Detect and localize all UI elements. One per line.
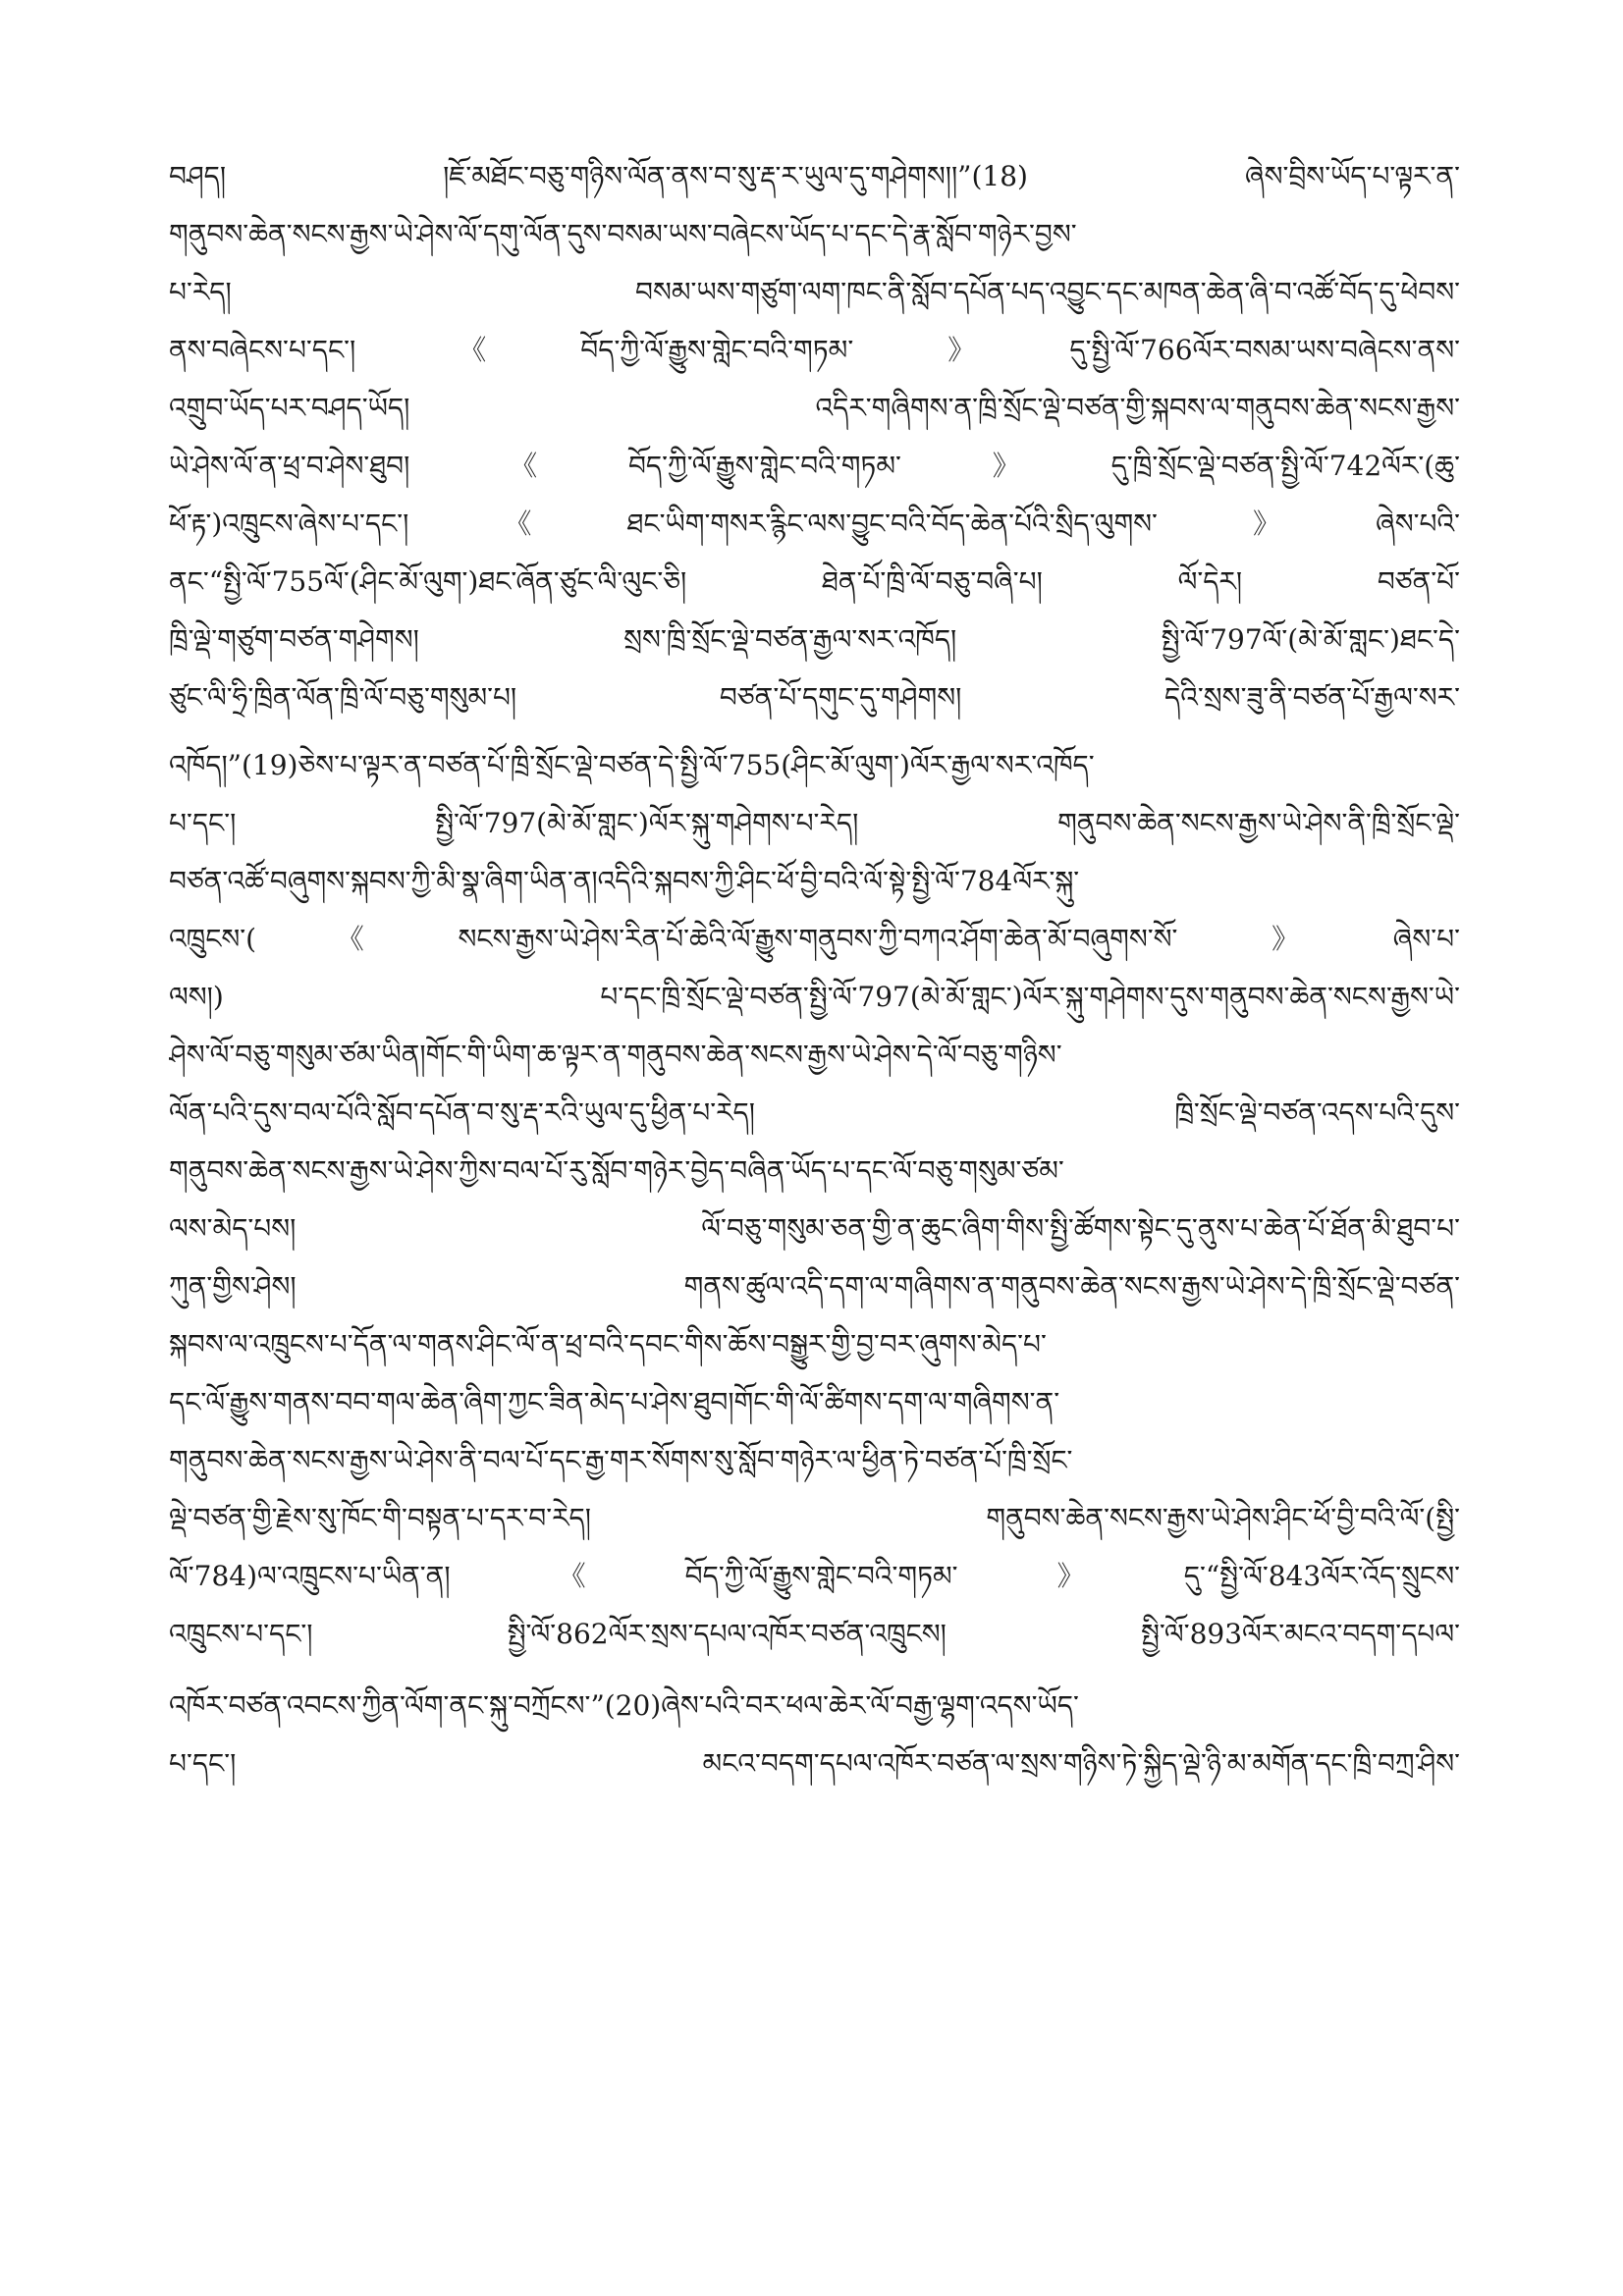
text-line: སྐབས་ལ་འཁྲུངས་པ་དོན་ལ་གནས་ཤིང་ལོ་ན་ཕྲ་བའི་དབང་གིས་ཆོས་བསྒྱུར་གྱི་བྱ་བར་ཞུགས་མེད་པ་	[169, 1328, 1047, 1361]
text-line: ལོ་784)ལ་འཁྲུངས་པ་ཡིན་ན། 《བོད་ཀྱི་ལོ་རྒྱུས་གླེང་བའི་གཏམ་》དུ་“སྤྱི་ལོ་843ལོར་འོད་སྲུངས་	[169, 1560, 1460, 1592]
text-line: ལས་མེད་པས། ལོ་བཅུ་གསུམ་ཅན་གྱི་ན་ཆུང་ཞིག་གིས་སྤྱི་ཚོགས་སྟེང་དུ་ནུས་པ་ཆེན་པོ་ཐོན་མི་ཐུབ་པ་	[169, 1212, 1460, 1245]
text-line: འཁྲུངས་(《སངས་རྒྱས་ཡེ་ཤེས་རིན་པོ་ཆེའི་ལོ་རྒྱུས་གནུབས་ཀྱི་བཀའ་ཤོག་ཆེན་མོ་བཞུགས་སོ་》ཞེས་པ་	[169, 923, 1460, 955]
text-line: འཁོད།”(19)ཅེས་པ་ལྟར་ན་བཙན་པོ་ཁྲི་སྲོང་ལྡེ་བཙན་དེ་སྤྱི་ལོ་755(ཤིང་མོ་ལུག་)ལོར་རྒྱལ་སར་འཁོད་	[169, 749, 1095, 781]
text-line: འགྲུབ་ཡོད་པར་བཤད་ཡོད། འདིར་གཞིགས་ན་ཁྲི་སྲོང་ལྡེ་བཙན་གྱི་སྐབས་ལ་གནུབས་ཆེན་སངས་རྒྱས་	[169, 392, 1460, 424]
text-line: པ་དང་། སྤྱི་ལོ་797(མེ་མོ་གླང་)ལོར་སྐུ་གཤེགས་པ་རེད། གནུབས་ཆེན་སངས་རྒྱས་ཡེ་ཤེས་ནི་ཁྲི་སྲོང་ལྡེ་	[169, 807, 1460, 839]
text-line: གནུབས་ཆེན་སངས་རྒྱས་ཡེ་ཤེས་ནི་བལ་པོ་དང་རྒྱ་གར་སོགས་སུ་སློབ་གཉེར་ལ་ཕྱིན་ཏེ་བཙན་པོ་ཁྲི་སྲོང་	[169, 1444, 1073, 1476]
text-line: ཙུང་ལི་ཧྲི་ཁྲིན་ལོན་ཁྲི་ལོ་བཅུ་གསུམ་པ། བཙན་པོ་དགུང་དུ་གཤེགས། དེའི་སྲས་ཟུ་ནི་བཙན་པོ་རྒྱལ་སར་	[169, 681, 1460, 714]
text-line: པ་རེད། བསམ་ཡས་གཙུག་ལག་ཁང་ནི་སློབ་དཔོན་པད་འབྱུང་དང་མཁན་ཆེན་ཞི་བ་འཚོ་བོད་དུ་ཕེབས་	[169, 276, 1460, 308]
text-line: འཁོར་བཙན་འབངས་ཀྱིན་ལོག་ནང་སྐུ་བཀྲོངས་”(20)ཞེས་པའི་བར་ཕལ་ཆེར་ལོ་བརྒྱ་ལྷག་འདས་ཡོད་	[169, 1689, 1079, 1722]
text-line: ཤེས་ལོ་བཅུ་གསུམ་ཙམ་ཡིན།གོང་གི་ཡིག་ཆ་ལྟར་ན་གནུབས་ཆེན་སངས་རྒྱས་ཡེ་ཤེས་དེ་ལོ་བཅུ་གཉིས་	[169, 1039, 1062, 1071]
text-line: གནུབས་ཆེན་སངས་རྒྱས་ཡེ་ཤེས་ཀྱིས་བལ་པོ་རུ་སློབ་གཉེར་བྱེད་བཞིན་ཡོད་པ་དང་ལོ་བཅུ་གསུམ་ཙམ་	[169, 1154, 1064, 1187]
text-line: ཀུན་གྱིས་ཤེས། གནས་ཚུལ་འདི་དག་ལ་གཞིགས་ན་གནུབས་ཆེན་སངས་རྒྱས་ཡེ་ཤེས་དེ་ཁྲི་སྲོང་ལྡེ་བཙན་	[169, 1270, 1460, 1303]
text-line: བཤད། །ཇོ་མཐོང་བཅུ་གཉིས་ལོན་ནས་བ་སུ་རྡ་ར་ཡུལ་དུ་གཤེགས།།”(18) ཞེས་བྲིས་ཡོད་པ་ལྟར་ན་	[169, 160, 1460, 192]
text-line: བཙན་འཚོ་བཞུགས་སྐབས་ཀྱི་མི་སྣ་ཞིག་ཡིན་ན།འདིའི་སྐབས་ཀྱི་ཤིང་ཕོ་བྱི་བའི་ལོ་སྟེ་སྤྱི་ལོ་784ལོར་སྐུ་	[169, 865, 1080, 897]
text-line: ནང་“སྤྱི་ལོ་755ལོ་(ཤིང་མོ་ལུག་)ཐང་ཞོན་ཙུང་ལི་ལུང་ཅི། ཐེན་པོ་ཁྲི་ལོ་བཅུ་བཞི་པ། ལོ་དེར། བཙན་པོ་	[169, 565, 1460, 598]
text-line: ལས།) པ་དང་ཁྲི་སྲོང་ལྡེ་བཙན་སྤྱི་ལོ་797(མེ་མོ་གླང་)ལོར་སྐུ་གཤེགས་དུས་གནུབས་ཆེན་སངས་རྒྱས་ཡེ་	[169, 981, 1460, 1013]
text-line: ཡེ་ཤེས་ལོ་ན་ཕྲ་བ་ཤེས་ཐུབ། 《བོད་ཀྱི་ལོ་རྒྱུས་གླེང་བའི་གཏམ་》དུ་ཁྲི་སྲོང་ལྡེ་བཙན་སྤྱི་ལོ་742ལོར་(ཆུ་	[169, 450, 1460, 482]
text-line: ལྡེ་བཙན་གྱི་རྗེས་སུ་ཁོང་གི་བསྟན་པ་དར་བ་རེད། གནུབས་ཆེན་སངས་རྒྱས་ཡེ་ཤེས་ཤིང་ཕོ་བྱི་བའི་ལོ་(སྤྱི་	[169, 1502, 1460, 1534]
text-line: པ་དང་། མངའ་བདག་དཔལ་འཁོར་བཙན་ལ་སྲས་གཉིས་ཏེ་སྐྱིད་ལྡེ་ཉི་མ་མགོན་དང་ཁྲི་བཀྲ་ཤིས་	[169, 1747, 1460, 1780]
text-line: དང་ལོ་རྒྱུས་གནས་བབ་གལ་ཆེན་ཞིག་ཀྱང་ཟིན་མེད་པ་ཤེས་ཐུབ།གོང་གི་ལོ་ཚིགས་དག་ལ་གཞིགས་ན་	[169, 1386, 1060, 1418]
text-line: གནུབས་ཆེན་སངས་རྒྱས་ཡེ་ཤེས་ལོ་དགུ་ལོན་དུས་བསམ་ཡས་བཞེངས་ཡོད་པ་དང་དེ་རྣ་སློབ་གཉེར་བྱས་	[169, 218, 1077, 250]
text-line: ལོན་པའི་དུས་བལ་པོའི་སློབ་དཔོན་བ་སུ་རྡ་རའི་ཡུལ་དུ་ཕྱིན་པ་རེད། ཁྲི་སྲོང་ལྡེ་བཙན་འདས་པའི་དུས་	[169, 1096, 1460, 1129]
text-line: ནས་བཞེངས་པ་དང་། 《བོད་ཀྱི་ལོ་རྒྱུས་གླེང་བའི་གཏམ་》དུ་སྤྱི་ལོ་766ལོར་བསམ་ཡས་བཞེངས་ནས་	[169, 334, 1460, 366]
text-line: ཁྲི་ལྡེ་གཙུག་བཙན་གཤེགས། སྲས་ཁྲི་སྲོང་ལྡེ་བཙན་རྒྱལ་སར་འཁོད། སྤྱི་ལོ་797ལོ་(མེ་མོ་གླང་)ཐང་དེ་	[169, 623, 1460, 656]
body-text	[169, 147, 1460, 1792]
text-line: འཁྲུངས་པ་དང་། སྤྱི་ལོ་862ལོར་སྲས་དཔལ་འཁོར་བཙན་འཁྲུངས། སྤྱི་ལོ་893ལོར་མངའ་བདག་དཔལ་	[169, 1618, 1460, 1650]
text-line: ཕོ་རྟ་)འཁྲུངས་ཞེས་པ་དང་།《ཐང་ཡིག་གསར་རྙིང་ལས་བྱུང་བའི་བོད་ཆེན་པོའི་སྲིད་ལུགས་》ཞེས་པའི་	[169, 507, 1460, 540]
